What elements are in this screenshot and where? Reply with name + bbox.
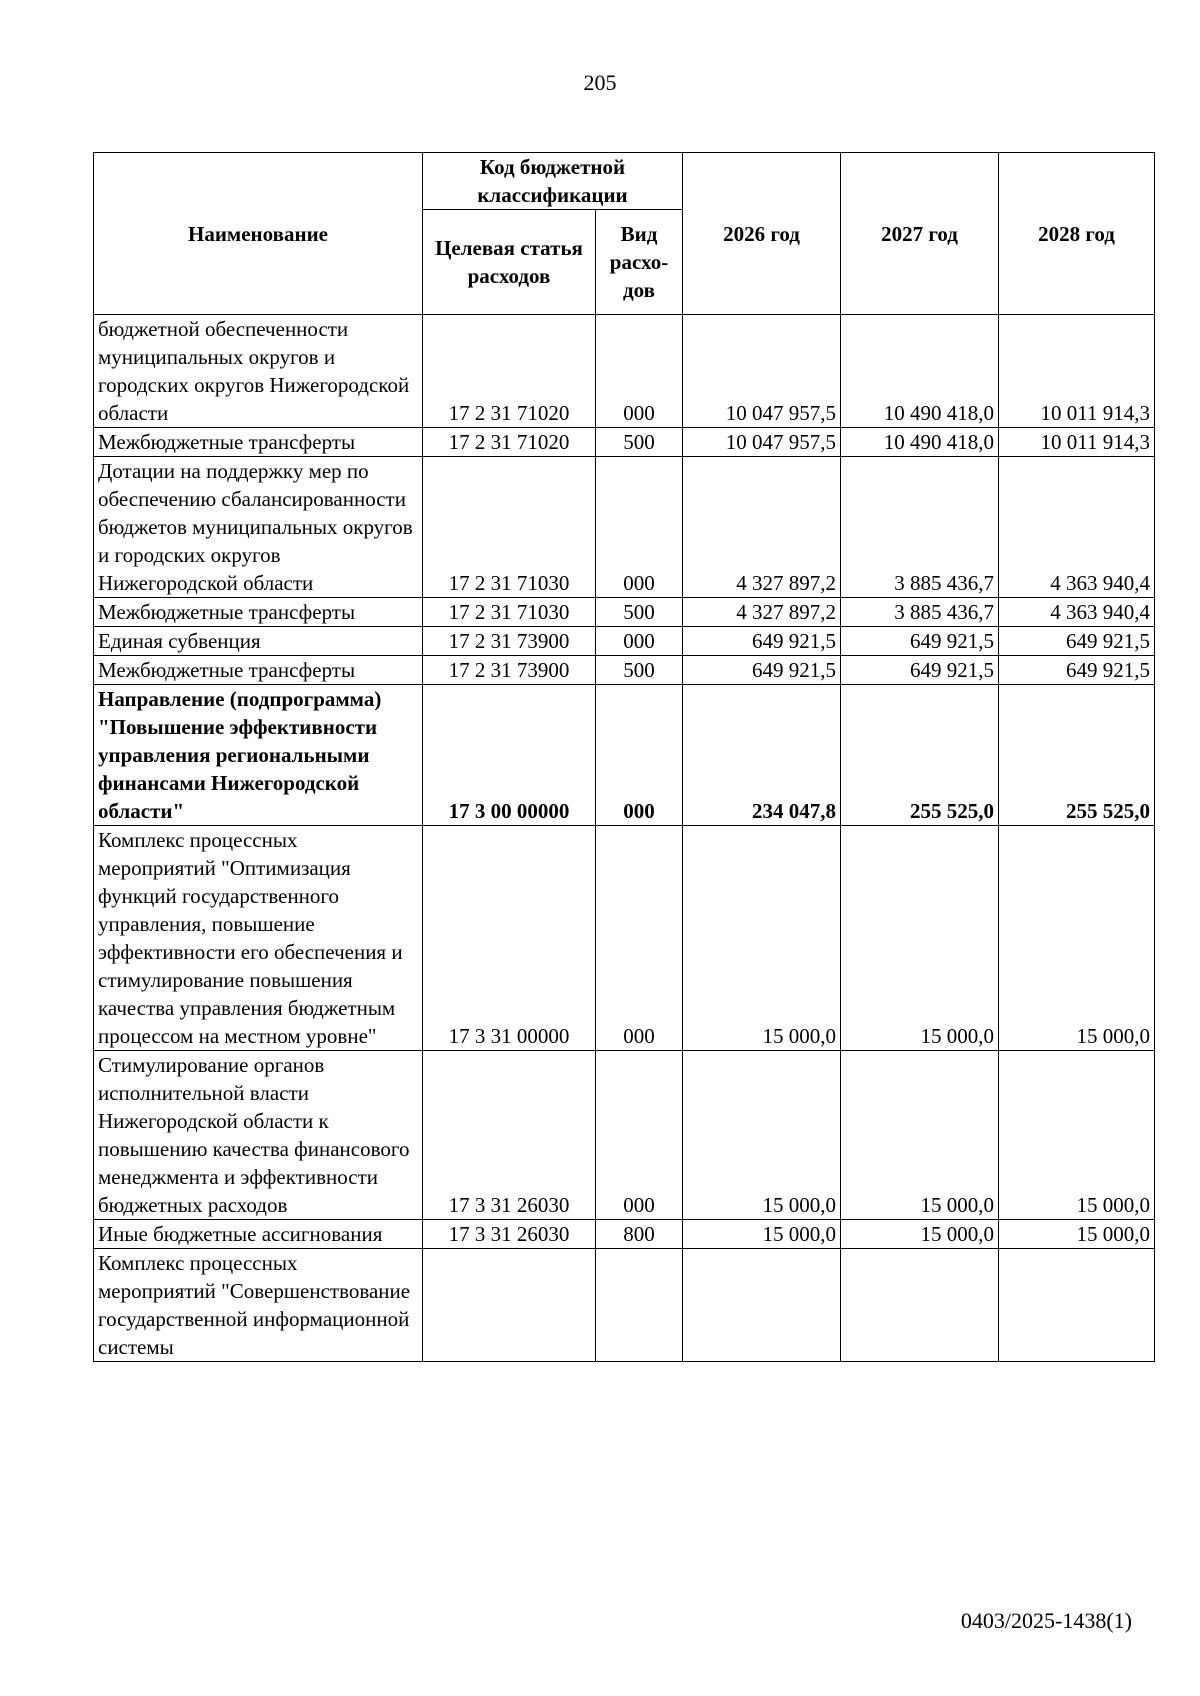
row-vid: 000 <box>596 685 683 826</box>
header-row <box>94 153 1155 210</box>
row-name: Комплекс процессных мероприятий "Совершенствование государственной информационной системы <box>94 1249 423 1362</box>
header-year-2027: 2027 год <box>841 153 999 315</box>
row-2028: 15 000,0 <box>999 1051 1155 1220</box>
row-2028: 255 525,0 <box>999 685 1155 826</box>
row-name: Иные бюджетные ассигнования <box>94 1220 423 1249</box>
row-2026: 234 047,8 <box>683 685 841 826</box>
row-code: 17 2 31 73900 <box>423 627 596 656</box>
row-2028: 649 921,5 <box>999 656 1155 685</box>
table-row <box>94 627 1155 656</box>
row-code: 17 2 31 71030 <box>423 457 596 598</box>
row-2027 <box>841 1249 999 1362</box>
row-name: Единая субвенция <box>94 627 423 656</box>
row-vid: 000 <box>596 315 683 428</box>
budget-table <box>93 152 1155 1362</box>
row-name: Межбюджетные трансферты <box>94 428 423 457</box>
row-2028: 10 011 914,3 <box>999 315 1155 428</box>
row-2028: 649 921,5 <box>999 627 1155 656</box>
page-number: 205 <box>583 70 617 95</box>
row-2027: 10 490 418,0 <box>841 428 999 457</box>
row-2026: 15 000,0 <box>683 1220 841 1249</box>
row-2027: 15 000,0 <box>841 1220 999 1249</box>
row-2026: 4 327 897,2 <box>683 598 841 627</box>
row-2028: 15 000,0 <box>999 1220 1155 1249</box>
row-vid <box>596 1249 683 1362</box>
row-2027: 255 525,0 <box>841 685 999 826</box>
row-code: 17 2 31 71020 <box>423 428 596 457</box>
row-name: Межбюджетные трансферты <box>94 598 423 627</box>
row-name: Комплекс процессных мероприятий "Оптимизация функций государственного управления, повышение эффективности его обеспечения и стимулирование повышения качества управления бюджетным процессом на местном уровне" <box>94 826 423 1051</box>
row-name: Межбюджетные трансферты <box>94 656 423 685</box>
row-2026: 15 000,0 <box>683 826 841 1051</box>
row-code: 17 2 31 73900 <box>423 656 596 685</box>
row-code: 17 3 31 00000 <box>423 826 596 1051</box>
row-2027: 649 921,5 <box>841 656 999 685</box>
table-row <box>94 598 1155 627</box>
row-code: 17 2 31 71030 <box>423 598 596 627</box>
row-2027: 3 885 436,7 <box>841 598 999 627</box>
row-vid: 800 <box>596 1220 683 1249</box>
table-row <box>94 457 1155 598</box>
row-2027: 10 490 418,0 <box>841 315 999 428</box>
table-row <box>94 428 1155 457</box>
table-row-subprogram <box>94 685 1155 826</box>
row-code <box>423 1249 596 1362</box>
header-expense-type: Вид расхо-дов <box>596 210 683 315</box>
row-2027: 15 000,0 <box>841 826 999 1051</box>
row-2028: 4 363 940,4 <box>999 598 1155 627</box>
row-2028 <box>999 1249 1155 1362</box>
header-target-article: Целевая статья расходов <box>423 210 596 315</box>
row-vid: 000 <box>596 1051 683 1220</box>
row-2026: 10 047 957,5 <box>683 315 841 428</box>
table-row <box>94 1051 1155 1220</box>
document-footer-code: 0403/2025-1438(1) <box>960 1608 1132 1633</box>
header-year-2026: 2026 год <box>683 153 841 315</box>
header-classification: Код бюджетной классификации <box>423 153 683 210</box>
row-2026: 15 000,0 <box>683 1051 841 1220</box>
row-name: Стимулирование органов исполнительной власти Нижегородской области к повышению качества финансового менеджмента и эффективности бюджетных расходов <box>94 1051 423 1220</box>
row-name: бюджетной обеспеченности муниципальных округов и городских округов Нижегородской области <box>94 315 423 428</box>
row-vid: 000 <box>596 826 683 1051</box>
header-name: Наименование <box>94 153 423 315</box>
table-row <box>94 315 1155 428</box>
row-2026: 649 921,5 <box>683 627 841 656</box>
table-row <box>94 656 1155 685</box>
row-code: 17 2 31 71020 <box>423 315 596 428</box>
row-vid: 500 <box>596 428 683 457</box>
row-2026: 10 047 957,5 <box>683 428 841 457</box>
header-year-2028: 2028 год <box>999 153 1155 315</box>
row-name: Направление (подпрограмма) "Повышение эффективности управления региональными финансами Нижегородской области" <box>94 685 423 826</box>
row-2027: 3 885 436,7 <box>841 457 999 598</box>
row-code: 17 3 31 26030 <box>423 1220 596 1249</box>
row-vid: 500 <box>596 598 683 627</box>
row-vid: 000 <box>596 457 683 598</box>
row-2027: 649 921,5 <box>841 627 999 656</box>
table-row-continued <box>94 1249 1155 1362</box>
row-vid: 500 <box>596 656 683 685</box>
row-2026: 4 327 897,2 <box>683 457 841 598</box>
table-row <box>94 826 1155 1051</box>
row-vid: 000 <box>596 627 683 656</box>
row-2026 <box>683 1249 841 1362</box>
row-2027: 15 000,0 <box>841 1051 999 1220</box>
table-row <box>94 1220 1155 1249</box>
row-2026: 649 921,5 <box>683 656 841 685</box>
row-2028: 4 363 940,4 <box>999 457 1155 598</box>
row-code: 17 3 31 26030 <box>423 1051 596 1220</box>
row-2028: 10 011 914,3 <box>999 428 1155 457</box>
row-name: Дотации на поддержку мер по обеспечению сбалансированности бюджетов муниципальных округов и городских округов Нижегородской области <box>94 457 423 598</box>
row-code: 17 3 00 00000 <box>423 685 596 826</box>
row-2028: 15 000,0 <box>999 826 1155 1051</box>
